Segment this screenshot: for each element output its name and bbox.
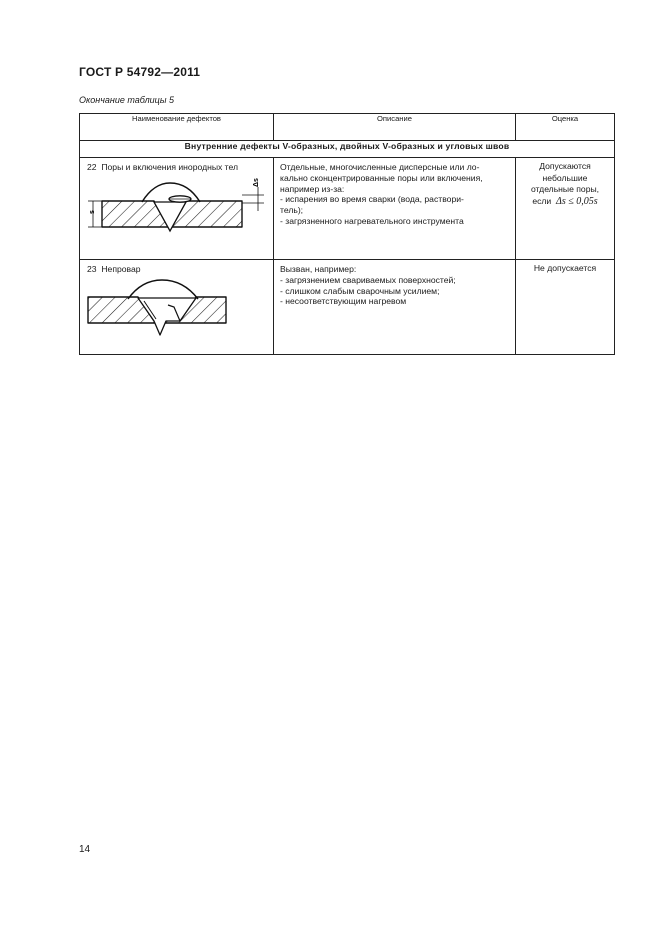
defects-table: [79, 113, 615, 355]
description-cell: [274, 158, 516, 260]
defect-name-cell: [80, 158, 274, 260]
defect-name-cell: [80, 260, 274, 355]
grade-line: Не допускается: [533, 263, 597, 273]
table-row: [80, 260, 615, 355]
description-line: - испарения во время сварки (вода, раствори-: [280, 194, 464, 205]
column-header-description: Описание: [274, 114, 516, 141]
description-line: - несоответствующим нагревом: [280, 296, 407, 307]
defect-name: [80, 158, 273, 173]
defect-name: [80, 260, 273, 275]
defect-title: Непровар: [101, 264, 141, 274]
description-line: - загрязнением свариваемых поверхностей;: [280, 274, 456, 285]
description-line: кально сконцентрированные поры или включения,: [280, 172, 483, 183]
description-line: - загрязненного нагревательного инструмента: [280, 215, 464, 226]
section-row: [80, 141, 615, 158]
defect-title: Поры и включения инородных тел: [101, 162, 239, 172]
grade-line: Допускаются: [539, 161, 591, 171]
description-line: - слишком слабым сварочным усилием;: [280, 285, 440, 296]
column-header-name: Наименование дефектов: [80, 114, 274, 141]
column-header-grade: Оценка: [516, 114, 615, 141]
description-line: Вызван, например:: [280, 264, 357, 274]
defect-number: 22: [87, 162, 97, 172]
table-header-row: [80, 114, 615, 141]
pore-size-label: Δs: [253, 178, 260, 187]
document-code: ГОСТ Р 54792—2011: [79, 65, 201, 79]
description-line: Отдельные, многочисленные дисперсные или ло-: [280, 162, 480, 172]
pores-defect-figure: [84, 175, 270, 247]
description-cell: [274, 260, 516, 355]
grade-line: отдельные поры,: [530, 184, 600, 194]
lack-of-fusion-figure: [84, 277, 270, 349]
description-line: тель);: [280, 205, 304, 216]
table-row: [80, 158, 615, 260]
thickness-label: s: [89, 210, 96, 214]
page-number: 14: [79, 844, 91, 855]
defect-number: 23: [87, 264, 97, 274]
grade-formula: Δs ≤ 0,05s: [556, 195, 598, 207]
table-caption: Окончание таблицы 5: [79, 95, 174, 105]
grade-line: небольшие: [542, 172, 588, 183]
grade-cell: [516, 158, 615, 260]
section-title: Внутренние дефекты V-образных, двойных V-образных и угловых швов: [80, 141, 615, 158]
description-line: например из-за:: [280, 183, 345, 194]
grade-cell: [516, 260, 615, 355]
grade-condition: если: [532, 195, 552, 206]
